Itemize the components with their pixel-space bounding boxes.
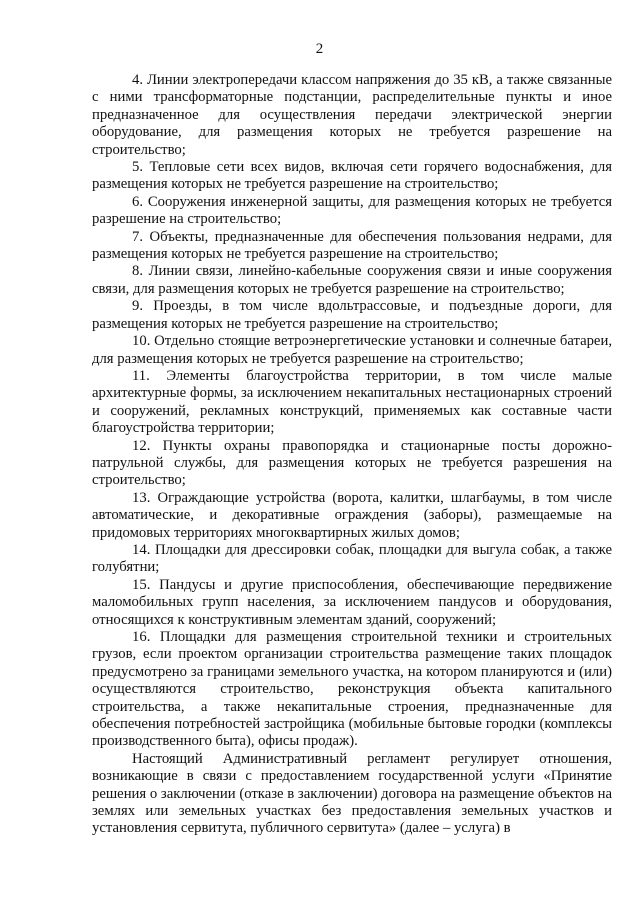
paragraph-item-7: 7. Объекты, предназначенные для обеспечения пользования недрами, для размещения которых не требуется разрешение на строительство;	[92, 228, 612, 263]
document-body	[92, 72, 612, 838]
paragraph-item-9: 9. Проезды, в том числе вдольтрассовые, и подъездные дороги, для размещения которых не требуется разрешение на строительство;	[92, 298, 612, 332]
paragraph-item-6: 6. Сооружения инженерной защиты, для размещения которых не требуется разрешение на строительство;	[92, 193, 612, 228]
paragraph-item-15: 15. Пандусы и другие приспособления, обеспечивающие передвижение маломобильных групп населения, за исключением пандусов и оборудования, относящихся к конструктивным элементам зданий, сооружений;	[92, 576, 612, 628]
paragraph-item-4: 4. Линии электропередачи классом напряжения до 35 кВ, а также связанные с ними трансформаторные подстанции, распределительные пункты и иное предназначенное для осуществления передачи электрической энергии оборудование, для размещения которых не требуется разрешение на строительство;	[92, 72, 612, 158]
paragraph-item-11: 11. Элементы благоустройства территории, в том числе малые архитектурные формы, за исключением некапитальных нестационарных строений и сооружений, рекламных конструкций, применяемых как составные части благоустройства территории;	[92, 367, 612, 437]
paragraph-regulation-scope: Настоящий Административный регламент регулирует отношения, возникающие в связи с предоставлением государственной услуги «Принятие решения о заключении (отказе в заключении) договора на размещение объектов на землях или земельных участках без предоставления земельных участков и установления сервитута, публичного сервитута» (далее – услуга) в	[92, 750, 612, 837]
paragraph-item-13: 13. Ограждающие устройства (ворота, калитки, шлагбаумы, в том числе автоматические, и декоративные ограждения (заборы), размещаемые на придомовых территориях многоквартирных жилых домов;	[92, 489, 612, 541]
paragraph-item-5: 5. Тепловые сети всех видов, включая сети горячего водоснабжения, для размещения которых не требуется разрешение на строительство;	[92, 159, 612, 193]
page-number: 2	[315, 41, 324, 57]
paragraph-item-14: 14. Площадки для дрессировки собак, площадки для выгула собак, а также голубятни;	[92, 541, 612, 576]
paragraph-item-16: 16. Площадки для размещения строительной техники и строительных грузов, если проектом организации строительства размещение таких площадок предусмотрено за границами земельного участка, на котором планируются и (или) осуществляются строительство, реконструкция объекта капитального строительства, а также некапитальные строения, предназначенные для обеспечения потребностей застройщика (мобильные бытовые городки (комплексы производственного быта), офисы продаж).	[92, 629, 612, 750]
paragraph-item-12: 12. Пункты охраны правопорядка и стационарные посты дорожно-патрульной службы, для размещения которых не требуется разрешения на строительство;	[92, 437, 612, 489]
paragraph-item-10: 10. Отдельно стоящие ветроэнергетические установки и солнечные батареи, для размещения которых не требуется разрешение на строительство;	[92, 333, 612, 367]
paragraph-item-8: 8. Линии связи, линейно-кабельные сооружения связи и иные сооружения связи, для размещения которых не требуется разрешение на строительство;	[92, 263, 612, 297]
